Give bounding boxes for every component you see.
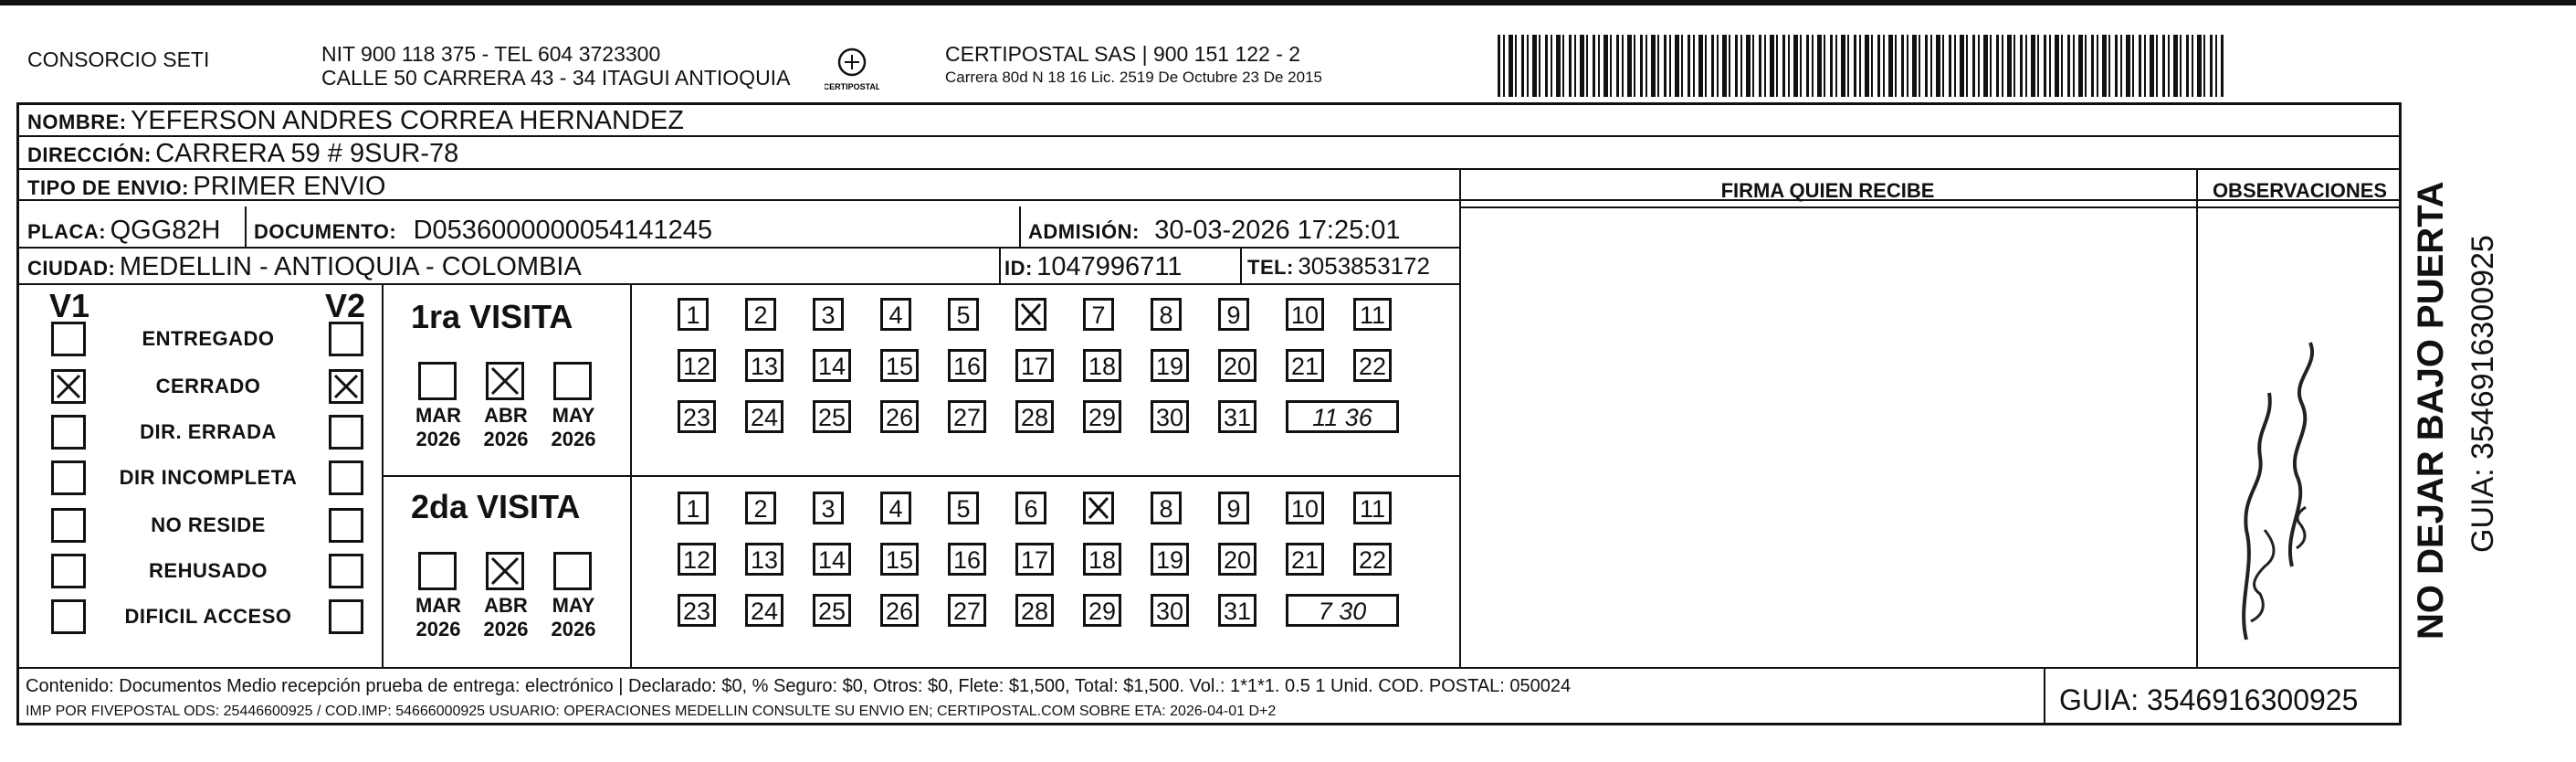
observaciones-header: OBSERVACIONES [2212,179,2388,202]
tel-label: TEL: [1247,256,1294,279]
direccion-value: CARRERA 59 # 9SUR-78 [155,139,459,168]
day-box[interactable]: 29 [1083,400,1121,433]
day-box[interactable]: 20 [1218,543,1256,576]
day-box[interactable]: 24 [745,594,783,627]
day-box[interactable]: 10 [1286,298,1324,331]
day-box[interactable]: 25 [813,594,851,627]
day-box[interactable]: 16 [948,543,986,576]
status-label: ENTREGADO [142,327,275,350]
divider [18,283,1461,285]
day-box[interactable]: 19 [1151,543,1189,576]
month-label: ABR [484,594,528,617]
divider [18,247,1461,249]
v2-checkbox[interactable] [329,599,363,634]
month-checkbox[interactable] [418,552,457,590]
v2-checkbox[interactable] [329,460,363,495]
divider [2044,667,2045,724]
visit-time: 11 36 [1286,400,1399,433]
admision-value: 30-03-2026 17:25:01 [1154,216,1401,245]
day-box[interactable]: 26 [880,400,919,433]
month-label: MAY [552,594,595,617]
v1-checkbox[interactable] [51,554,86,588]
company-name: CONSORCIO SETI [27,48,210,71]
day-box[interactable]: 25 [813,400,851,433]
address-line: CALLE 50 CARRERA 43 - 34 ITAGUI ANTIOQUIA [321,66,791,90]
day-box[interactable]: 30 [1151,594,1189,627]
direccion-label: DIRECCIÓN: [27,143,152,166]
guia-side: GUIA: 3546916300925 [2466,235,2500,553]
nombre-row [27,106,684,136]
month-year: 2026 [483,428,529,450]
carrier-line: CERTIPOSTAL SAS | 900 151 122 - 2 [945,42,1301,66]
admision-row [1028,216,1401,246]
day-box[interactable]: 14 [813,543,851,576]
v2-checkbox[interactable] [329,369,363,404]
month-label: MAY [552,404,595,427]
handwritten-observation [2210,292,2356,658]
status-label: DIR. ERRADA [140,420,277,443]
day-box[interactable]: 17 [1015,349,1054,382]
documento-value: D0536000000054141245 [413,216,712,245]
day-box[interactable]: 14 [813,349,851,382]
tel-row [1247,252,1430,280]
divider [245,206,247,247]
v1-checkbox[interactable] [51,369,86,404]
day-box[interactable]: 13 [745,349,783,382]
ciudad-value: MEDELLIN - ANTIOQUIA - COLOMBIA [119,252,582,281]
divider [1240,247,1242,283]
day-box[interactable]: 11 [1353,492,1392,524]
status-label: CERRADO [155,375,261,397]
day-box[interactable]: 28 [1015,400,1054,433]
day-box[interactable]: 21 [1286,349,1324,382]
day-box[interactable]: 7 [1083,298,1114,331]
day-box[interactable]: 19 [1151,349,1189,382]
svg-text:CERTIPOSTAL: CERTIPOSTAL [825,82,879,91]
day-box[interactable]: 31 [1218,400,1256,433]
month-year: 2026 [415,618,461,640]
day-box[interactable]: 6 [1015,492,1046,524]
day-box[interactable]: 15 [880,349,919,382]
status-label: DIR INCOMPLETA [119,466,298,489]
documento-label: DOCUMENTO: [254,220,397,243]
v2-checkbox[interactable] [329,415,363,450]
firma-header: FIRMA QUIEN RECIBE [1720,179,1935,202]
day-box[interactable]: 21 [1286,543,1324,576]
day-box[interactable]: 15 [880,543,919,576]
day-box[interactable]: 4 [880,492,911,524]
day-box[interactable]: 3 [813,298,844,331]
day-box[interactable]: 1 [678,298,709,331]
v1-checkbox[interactable] [51,322,86,356]
placa-label: PLACA: [27,220,107,243]
imp-line: IMP POR FIVEPOSTAL ODS: 25446600925 / COD.IMP: 54666000925 USUARIO: OPERACIONES MEDELLIN CONSULTE SU ENVIO EN; CERTIPOSTAL.COM SOBRE ETA: 2026-04-01 D+2 [26,704,1277,719]
day-box[interactable]: 1 [678,492,709,524]
v2-checkbox[interactable] [329,508,363,543]
day-box[interactable]: 5 [948,298,979,331]
day-box[interactable] [1015,298,1046,331]
divider [18,667,2400,669]
tipo-label: TIPO DE ENVIO: [27,176,189,199]
day-box[interactable]: 20 [1218,349,1256,382]
day-box[interactable]: 18 [1083,543,1121,576]
divider [1019,206,1021,247]
month-label: MAR [415,404,462,427]
placa-row [27,216,220,246]
day-box[interactable]: 18 [1083,349,1121,382]
day-box[interactable]: 4 [880,298,911,331]
v1-checkbox[interactable] [51,460,86,495]
month-checkbox[interactable] [486,552,524,590]
month-year: 2026 [551,428,596,450]
second-visit-title: 2da VISITA [411,488,581,525]
certipostal-logo [825,42,879,97]
day-box[interactable]: 3 [813,492,844,524]
v1-header: V1 [49,287,90,324]
day-box[interactable]: 23 [678,400,716,433]
day-box[interactable]: 22 [1353,349,1392,382]
month-checkbox[interactable] [486,362,524,400]
day-box[interactable]: 27 [948,594,986,627]
ciudad-label: CIUDAD: [27,257,116,280]
tipo-value: PRIMER ENVIO [193,172,386,201]
nombre-value: YEFERSON ANDRES CORREA HERNANDEZ [131,106,684,135]
admision-label: ADMISIÓN: [1028,220,1140,243]
month-year: 2026 [483,618,529,640]
day-box[interactable]: 12 [678,543,716,576]
status-label: DIFICIL ACCESO [124,605,292,628]
direccion-row [27,139,458,169]
v1-checkbox[interactable] [51,599,86,634]
v2-checkbox[interactable] [329,554,363,588]
month-checkbox[interactable] [553,362,592,400]
divider [2196,168,2198,667]
carrier-sub: Carrera 80d N 18 16 Lic. 2519 De Octubre 23 De 2015 [945,69,1322,86]
day-box[interactable]: 9 [1218,298,1249,331]
day-box[interactable]: 9 [1218,492,1249,524]
barcode [1498,35,2224,97]
ciudad-row [27,252,582,282]
documento-row [254,216,712,246]
month-checkbox[interactable] [418,362,457,400]
first-visit-title: 1ra VISITA [411,298,573,335]
day-box[interactable]: 8 [1151,298,1182,331]
placa-value: QGG82H [110,216,221,245]
day-box[interactable]: 2 [745,492,776,524]
no-dejar-side: NO DEJAR BAJO PUERTA [2411,181,2451,640]
tipo-row [27,172,385,202]
day-box[interactable]: 8 [1151,492,1182,524]
month-checkbox[interactable] [553,552,592,590]
divider [999,247,1001,283]
top-border [0,0,2576,5]
nombre-label: NOMBRE: [27,111,127,133]
divider [382,475,1461,477]
day-box[interactable]: 27 [948,400,986,433]
day-box[interactable]: 22 [1353,543,1392,576]
day-box[interactable]: 24 [745,400,783,433]
day-box[interactable]: 29 [1083,594,1121,627]
nit-line: NIT 900 118 375 - TEL 604 3723300 [321,42,661,66]
day-box[interactable] [1083,492,1114,524]
day-box[interactable]: 26 [880,594,919,627]
divider [1459,206,2400,208]
v1-checkbox[interactable] [51,415,86,450]
v2-checkbox[interactable] [329,322,363,356]
guia-footer: GUIA: 3546916300925 [2059,683,2359,716]
month-year: 2026 [551,618,596,640]
day-box[interactable]: 16 [948,349,986,382]
visit-time: 7 30 [1286,594,1399,627]
day-box[interactable]: 17 [1015,543,1054,576]
day-box[interactable]: 11 [1353,298,1392,331]
month-label: ABR [484,404,528,427]
month-year: 2026 [415,428,461,450]
contenido-line: Contenido: Documentos Medio recepción prueba de entrega: electrónico | Declarado: $0, % Seguro: $0, Otros: $0, Flete: $1,500, Total: $1,500. Vol.: 1*1*1. 0.5 1 Unid. COD. POSTAL: 050024 [26,676,1572,696]
day-box[interactable]: 23 [678,594,716,627]
day-box[interactable]: 12 [678,349,716,382]
day-box[interactable]: 31 [1218,594,1256,627]
tel-value: 3053853172 [1298,252,1430,280]
v1-checkbox[interactable] [51,508,86,543]
day-box[interactable]: 13 [745,543,783,576]
day-box[interactable]: 28 [1015,594,1054,627]
day-box[interactable]: 30 [1151,400,1189,433]
status-label: REHUSADO [149,559,268,582]
day-box[interactable]: 2 [745,298,776,331]
id-label: ID: [1004,257,1033,280]
id-value: 1047996711 [1036,252,1183,281]
day-box[interactable]: 5 [948,492,979,524]
day-box[interactable]: 10 [1286,492,1324,524]
id-row [1004,252,1182,282]
month-label: MAR [415,594,462,617]
v2-header: V2 [325,287,366,324]
status-label: NO RESIDE [151,513,266,536]
divider [1459,168,1461,667]
